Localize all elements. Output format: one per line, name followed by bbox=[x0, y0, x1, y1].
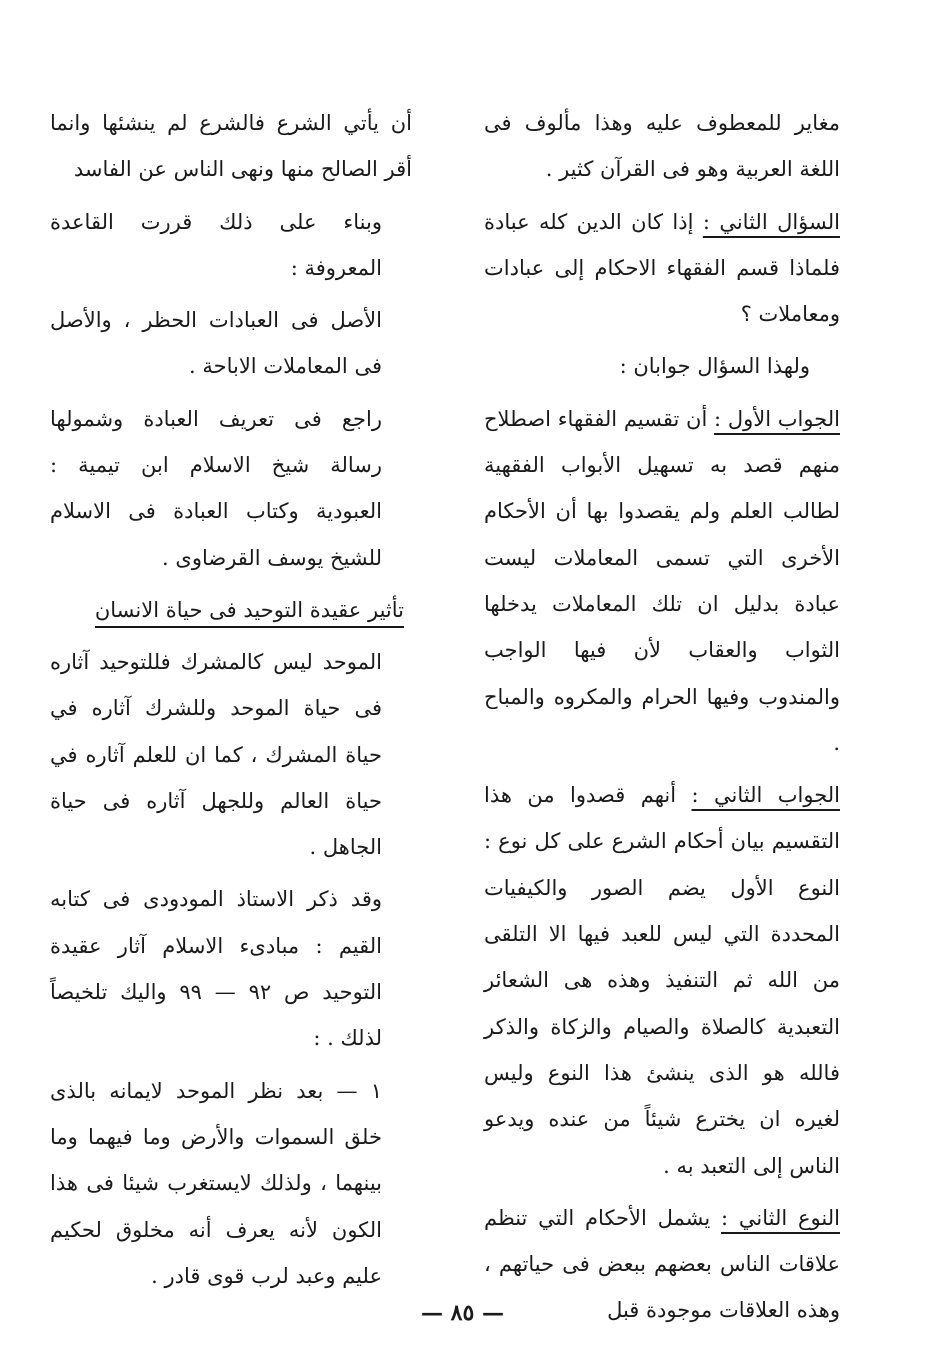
paragraph-text: راجع فى تعريف العبادة وشمولها رسالة شيخ الاسلام ابن تيمية : العبودية وكتاب العبادة فى الاسلام للشيخ يوسف القرضاوى . bbox=[50, 406, 382, 570]
paragraph bbox=[484, 199, 840, 338]
paragraph-text: مغاير للمعطوف عليه وهذا مألوف فى اللغة العربية وهو فى القرآن كثير . bbox=[484, 111, 840, 182]
answer-label: الجواب الثاني : bbox=[691, 783, 840, 808]
left-column bbox=[50, 100, 412, 1305]
answer-label: الجواب الأول : bbox=[714, 406, 840, 431]
paragraph bbox=[50, 639, 412, 870]
paragraph bbox=[484, 772, 840, 1189]
paragraph bbox=[484, 343, 840, 389]
paragraph-text: ولهذا السؤال جوابان : bbox=[619, 354, 810, 379]
question-label: السؤال الثاني : bbox=[702, 209, 840, 234]
paragraph bbox=[50, 199, 412, 292]
paragraph-text: يشمل الأحكام التي تنظم علاقات الناس بعضهم ببعض فى حياتهم ، وهذه العلاقات موجودة قبل bbox=[484, 1205, 840, 1323]
paragraph bbox=[50, 297, 412, 390]
paragraph bbox=[484, 396, 840, 766]
paragraph-text: أنهم قصدوا من هذا التقسيم بيان أحكام الشرع على كل نوع : النوع الأول يضم الصور والكيفيات المحددة التي ليس للعبد فيها الا التلقى من الله ثم التنفيذ وهذه هى الشعائر التعبدية كالصلاة والصيام والزكاة والذكر فالله هو الذى ينشئ هذا النوع وليس لغيره ان يخترع شيئاً من عنده ويدعو الناس إلى التعبد به . bbox=[484, 783, 840, 1178]
right-column bbox=[484, 100, 840, 1340]
paragraph-text: أن يأتي الشرع فالشرع لم ينشئها وانما أقر الصالح منها ونهى الناس عن الفاسد bbox=[50, 111, 412, 182]
paragraph-text: الأصل فى العبادات الحظر ، والأصل فى المعاملات الاباحة . bbox=[50, 308, 382, 379]
paragraph-text: ١ — بعد نظر الموحد لايمانه بالذى خلق السموات والأرض وما فيهما وما بينهما ، ولذلك لايستغرب شيئا فى هذا الكون لأنه يعرف أنه مخلوق لحكيم عليم وعبد لرب قوى قادر . bbox=[50, 1078, 382, 1288]
section-heading bbox=[50, 587, 412, 633]
paragraph-text: الموحد ليس كالمشرك فللتوحيد آثاره فى حياة الموحد وللشرك آثاره في حياة المشرك ، كما ان للعلم آثاره في حياة العالم وللجهل آثاره فى حياة الجاهل . bbox=[50, 649, 382, 860]
paragraph-text: إذا كان الدين كله عبادة فلماذا قسم الفقهاء الاحكام إلى عبادات ومعاملات ؟ bbox=[484, 209, 840, 327]
paragraph bbox=[50, 876, 412, 1061]
paragraph bbox=[50, 100, 412, 193]
section-heading-text: تأثير عقيدة التوحيد فى حياة الانسان bbox=[95, 598, 404, 628]
paragraph bbox=[484, 100, 840, 193]
paragraph-text: وبناء على ذلك قررت القاعدة المعروفة : bbox=[50, 209, 382, 280]
type-label: النوع الثاني : bbox=[721, 1205, 840, 1230]
paragraph bbox=[50, 396, 412, 581]
page-number: — ٨٥ — bbox=[421, 1300, 504, 1326]
paragraph-text: وقد ذكر الاستاذ المودودى فى كتابه القيم : مبادىء الاسلام آثار عقيدة التوحيد ص ٩٢ — ٩٩ واليك تلخيصاً لذلك . : bbox=[50, 887, 383, 1051]
paragraph-text: أن تقسيم الفقهاء اصطلاح منهم قصد به تسهيل الأبواب الفقهية لطالب العلم ولم يقصدوا بها أن الأحكام الأخرى التي تسمى المعاملات ليست عبادة بدليل ان تلك المعاملات يدخلها الثواب والعقاب لأن فيها الواجب والمندوب وفيها الحرام والمكروه والمباح . bbox=[484, 406, 840, 755]
paragraph bbox=[50, 1068, 412, 1299]
